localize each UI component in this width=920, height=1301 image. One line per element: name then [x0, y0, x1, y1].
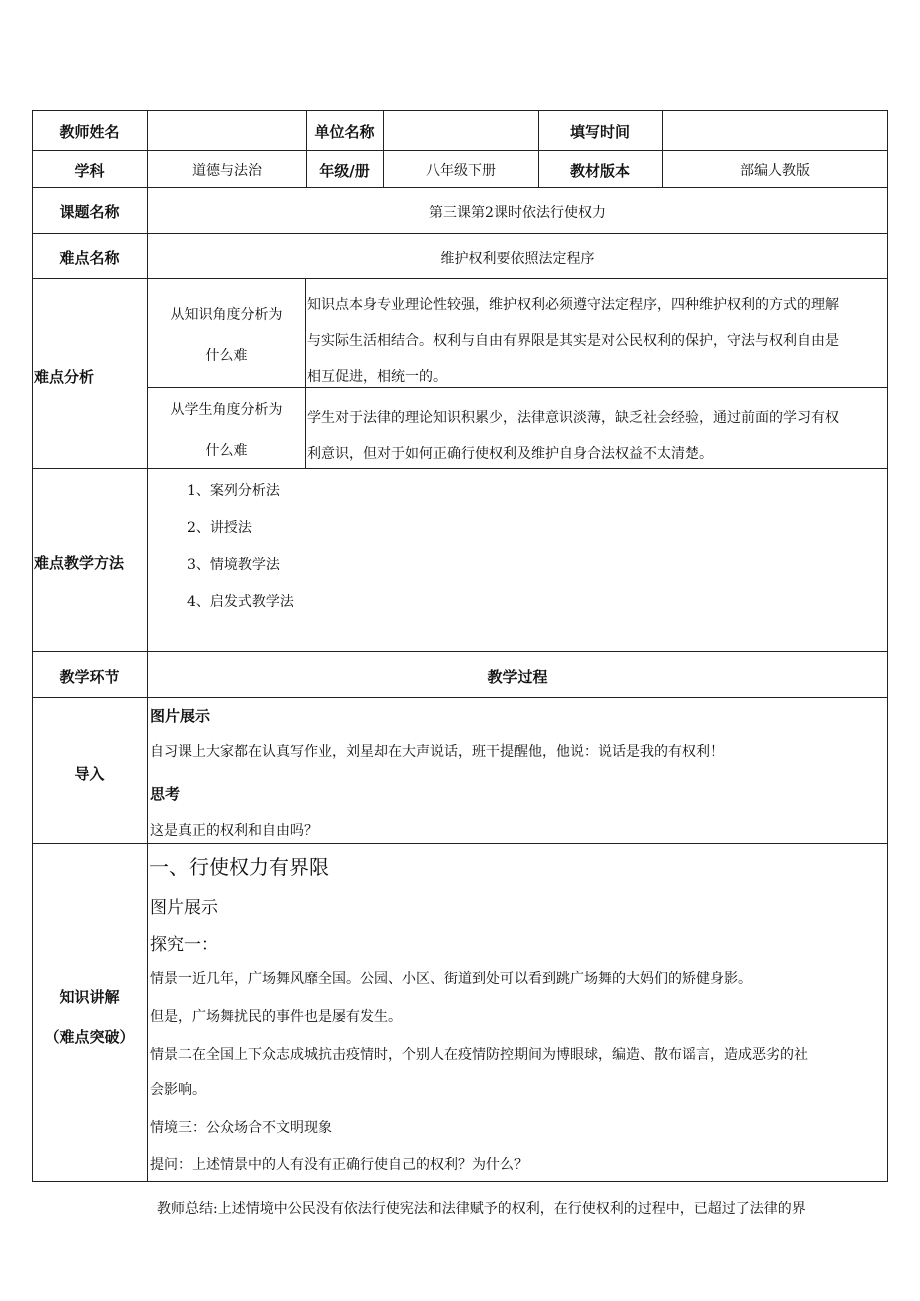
difficulty-value: 维护权利要依照法定程序 [440, 251, 595, 267]
scene-text: 情景一近几年，广场舞风靡全国。公园、小区、街道到处可以看到跳广场舞的大妈们的矫健身影。 [150, 971, 752, 987]
unit-name-label: 单位名称 [314, 123, 375, 141]
intro-picture-title: 图片展示 [150, 707, 211, 725]
col-line [305, 278, 306, 468]
topic-value: 第三课第2课时依法行使权力 [429, 205, 606, 221]
grade-value: 八年级下册 [426, 163, 496, 179]
method-item: 2、讲授法 [187, 520, 252, 536]
subject-label: 学科 [74, 162, 105, 180]
student-angle-label: 从学生角度分析为 [170, 402, 283, 418]
col-line [887, 110, 888, 1182]
row-line [32, 187, 888, 188]
student-angle-label-2: 什么难 [205, 443, 248, 459]
row-line [32, 278, 888, 279]
knowledge-angle-text: 与实际生活相结合。权利与自由有界限是其实是对公民权利的保护，守法与权利自由是 [307, 333, 839, 349]
difficulty-label: 难点名称 [59, 249, 120, 267]
row-line [32, 1181, 888, 1182]
row-line [32, 697, 888, 698]
method-item: 1、案列分析法 [187, 483, 280, 499]
question-text: 提问：上述情景中的人有没有正确行使自己的权利？为什么？ [150, 1157, 528, 1173]
knowledge-angle-label-2: 什么难 [205, 348, 248, 364]
knowledge-sublabel: （难点突破） [44, 1028, 135, 1046]
row-line [147, 387, 888, 388]
teacher-summary: 教师总结:上述情境中公民没有依法行使宪法和法律赋予的权利，在行使权利的过程中，已超过了法律的界 [157, 1201, 806, 1217]
subject-value: 道德与法治 [192, 163, 262, 179]
intro-think-text: 这是真正的权利和自由吗？ [150, 823, 318, 839]
row-line [32, 233, 888, 234]
knowledge-angle-text: 知识点本身专业理论性较强，维护权利必须遵守法定程序，四种维护权利的方式的理解 [307, 297, 839, 313]
scene-text: 但是，广场舞扰民的事件也是屡有发生。 [150, 1009, 402, 1025]
analysis-label: 难点分析 [34, 368, 95, 386]
row-line [32, 468, 888, 469]
row-line [32, 843, 888, 844]
textbook-label: 教材版本 [569, 162, 630, 180]
row-line [32, 651, 888, 652]
grade-label: 年级/册 [319, 162, 370, 180]
knowledge-angle-label: 从知识角度分析为 [170, 307, 283, 323]
col-line [147, 110, 148, 1182]
row-line [32, 150, 888, 151]
scene-text: 情境三：公众场合不文明现象 [150, 1120, 332, 1136]
textbook-value: 部编人教版 [740, 163, 810, 179]
methods-label: 难点教学方法 [34, 554, 125, 572]
teacher-name-label: 教师姓名 [59, 123, 120, 141]
fill-time-label: 填写时间 [569, 123, 630, 141]
knowledge-heading: 一、行使权力有界限 [149, 855, 329, 879]
knowledge-label: 知识讲解 [59, 988, 120, 1006]
intro-label: 导入 [74, 765, 105, 783]
knowledge-picture-title: 图片展示 [150, 898, 218, 918]
student-angle-text: 学生对于法律的理论知识积累少，法律意识淡薄，缺乏社会经验，通过前面的学习有权 [307, 410, 839, 426]
intro-picture-text: 自习课上大家都在认真写作业，刘星却在大声说话，班干提醒他，他说：说话是我的有权利！ [150, 744, 724, 760]
knowledge-angle-text: 相互促进，相统一的。 [307, 369, 447, 385]
student-angle-text: 利意识，但对于如何正确行使权利及维护自身合法权益不太清楚。 [307, 446, 713, 462]
col-line [32, 110, 33, 1182]
scene-text: 会影响。 [150, 1082, 206, 1098]
scene-text: 情景二在全国上下众志成城抗击疫情时，个别人在疫情防控期间为博眼球，编造、散布谣言，造成恶劣的社 [150, 1047, 808, 1063]
method-item: 4、启发式教学法 [187, 594, 294, 610]
topic-label: 课题名称 [59, 203, 120, 221]
explore-title: 探究一： [150, 935, 218, 955]
row-line [32, 110, 888, 111]
process-header: 教学过程 [487, 668, 548, 686]
intro-think-title: 思考 [150, 785, 181, 803]
stage-header: 教学环节 [59, 668, 120, 686]
method-item: 3、情境教学法 [187, 557, 280, 573]
